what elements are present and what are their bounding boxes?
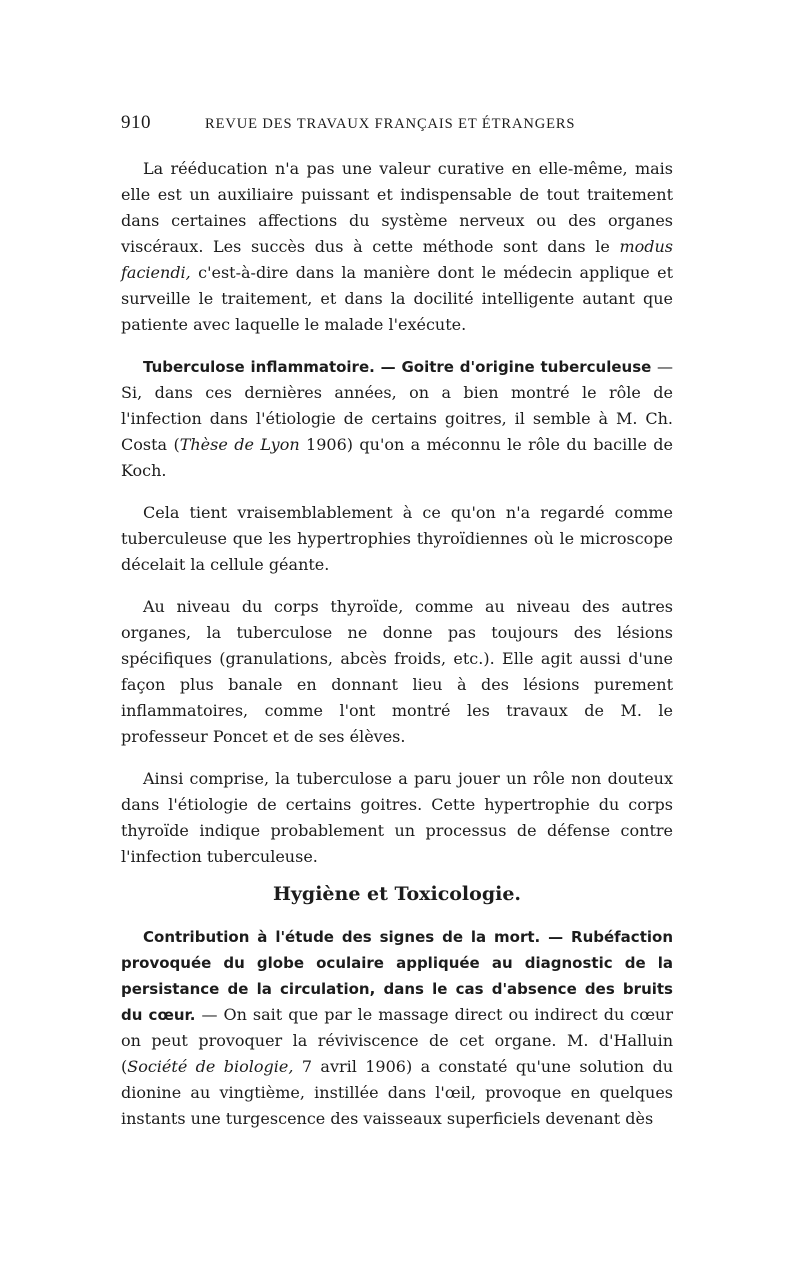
paragraph-lead: Contribution à l'étude des signes de la mort. — Rubéfaction provoquée du globe oculaire appliquée au diagnostic de la persistance de la circulation, dans le cas d'absence des bruits du cœur. xyxy=(121,928,673,1024)
paragraph-reeducation xyxy=(121,156,673,338)
body-text xyxy=(121,156,673,1132)
section-heading: Hygiène et Toxicologie. xyxy=(272,883,522,905)
paragraph-text: c'est-à-dire dans la manière dont le médecin applique et surveille le traitement, et dans la docilité intelligente autant que patiente avec laquelle le malade l'exécute. xyxy=(121,263,673,334)
paragraph-tuberculose xyxy=(121,354,673,484)
paragraph-text: La rééducation n'a pas une valeur curative en elle-même, mais elle est un auxiliaire puissant et indispensable de tout traitement dans certaines affections du système nerveux ou des organes viscéraux. Les succès dus à cette méthode sont dans le xyxy=(121,159,673,256)
page-number: 910 xyxy=(121,112,151,133)
paragraph-text: 7 avril 1906) a constaté qu'une solution du dionine au vingtième, instillée dans l'œil, provoque en quelques instants une turgescence des vaisseaux superficiels devenant dès xyxy=(121,1057,673,1128)
paragraph-lead: Tuberculose inflammatoire. — Goitre d'origine tuberculeuse xyxy=(143,358,652,376)
italic-term: modus faciendi, xyxy=(121,237,673,282)
running-head xyxy=(121,112,673,140)
italic-reference: Thèse de Lyon xyxy=(179,435,300,454)
page xyxy=(121,112,673,1136)
paragraph-text: — On sait que par le massage direct ou indirect du cœur on peut provoquer la réviviscence de cet organe. M. d'Halluin ( xyxy=(121,1005,673,1076)
journal-title: REVUE DES TRAVAUX FRANÇAIS ET ÉTRANGERS xyxy=(205,116,576,132)
paragraph-au-niveau: Au niveau du corps thyroïde, comme au niveau des autres organes, la tuberculose ne donne pas toujours des lésions spécifiques (granulations, abcès froids, etc.). Elle agit aussi d'une façon plus banale en donnant lieu à des lésions purement inflammatoires, comme l'ont montré les travaux de M. le professeur Poncet et de ses élèves. xyxy=(121,597,673,746)
paragraph-text: — Si, dans ces dernières années, on a bien montré le rôle de l'infection dans l'étiologie de certains goitres, il semble à M. Ch. Costa ( xyxy=(121,357,673,454)
paragraph-ainsi-comprise: Ainsi comprise, la tuberculose a paru jouer un rôle non douteux dans l'étiologie de certains goitres. Cette hypertrophie du corps thyroïde indique probablement un processus de défense contre l'infection tuberculeuse. xyxy=(121,769,673,866)
paragraph-signes-de-la-mort xyxy=(121,924,673,1132)
paragraph-text: 1906) qu'on a méconnu le rôle du bacille de Koch. xyxy=(121,435,674,480)
paragraph-cela-tient: Cela tient vraisemblablement à ce qu'on n'a regardé comme tuberculeuse que les hypertrophies thyroïdiennes où le microscope décelait la cellule géante. xyxy=(121,503,673,574)
italic-reference: Société de biologie, xyxy=(127,1057,294,1076)
